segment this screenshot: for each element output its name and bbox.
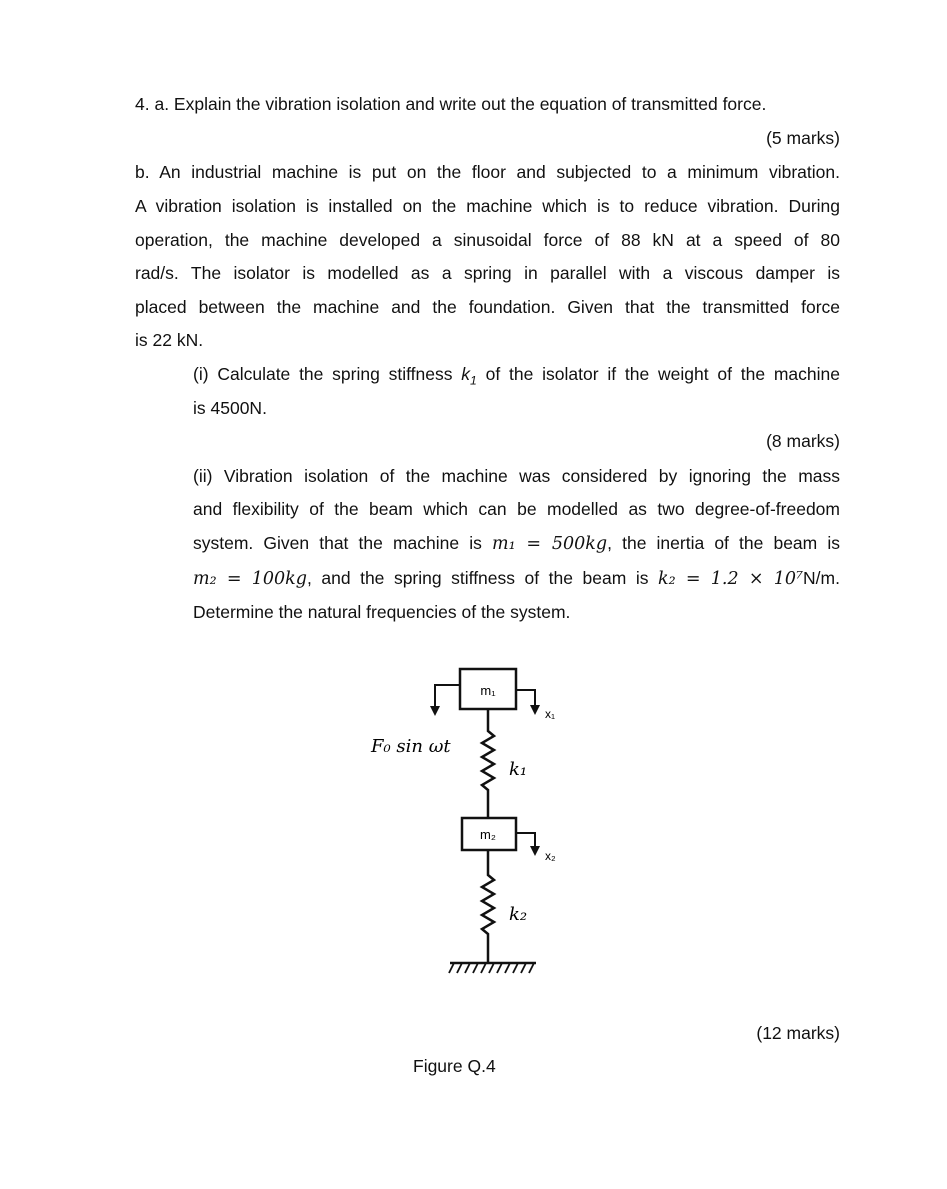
spring-k1-label: k₁: [509, 759, 528, 780]
ground-hatch: [449, 963, 534, 973]
question-ii-line-4: m₂ = 100kg, and the spring stiffness of the beam is k₂ = 1.2 × 10⁷N/m.: [193, 568, 840, 589]
question-4b-line-2: A vibration isolation is installed on the machine which is to reduce vibration. During: [135, 196, 840, 216]
x1-label: x₁: [545, 707, 556, 721]
x2-arrow-line: [516, 833, 535, 847]
force-arrow-line: [435, 685, 460, 707]
force-label: F₀ sin ωt: [371, 736, 451, 757]
k1-symbol: $k_1$: [461, 364, 477, 388]
figure-caption: Figure Q.4: [413, 1056, 496, 1076]
question-4b-line-5: placed between the machine and the foundation. Given that the transmitted force: [135, 297, 840, 317]
mass-m1-label: m₁: [480, 683, 496, 698]
question-4b-line-6: is 22 kN.: [135, 330, 204, 350]
question-i-post: of the isolator if the weight of the machine: [476, 364, 840, 384]
m1-equation: m₁ = 500kg: [492, 534, 608, 554]
spring-k1: [482, 709, 494, 818]
question-4b-line-1: b. An industrial machine is put on the floor and subjected to a minimum vibration.: [135, 162, 840, 182]
question-i-line-2: is 4500N.: [193, 398, 267, 418]
question-ii-line-1: (ii) Vibration isolation of the machine was considered by ignoring the mass: [193, 466, 840, 486]
x2-label: x₂: [545, 849, 556, 863]
question-ii-line-2: and flexibility of the beam which can be modelled as two degree-of-freedom: [193, 499, 840, 519]
question-ii-line-3: system. Given that the machine is m₁ = 500kg, the inertia of the beam is: [193, 533, 840, 554]
m2-equation: m₂ = 100kg: [193, 569, 307, 589]
marks-i: (8 marks): [766, 431, 840, 451]
question-i-line-1: [193, 357, 840, 398]
marks-ii: (12 marks): [756, 1023, 840, 1043]
mass-m2-label: m₂: [480, 827, 496, 842]
spring-k2-label: k₂: [509, 904, 528, 925]
question-4a-text: 4. a. Explain the vibration isolation and write out the equation of transmitted force.: [135, 94, 767, 114]
force-arrow-head: [430, 706, 440, 716]
question-4b-line-3: operation, the machine developed a sinusoidal force of 88 kN at a speed of 80: [135, 230, 840, 250]
question-ii-line-5: Determine the natural frequencies of the system.: [193, 602, 571, 622]
spring-k2: [482, 850, 494, 963]
x1-arrow-head: [530, 705, 540, 715]
question-4b-line-4: rad/s. The isolator is modelled as a spring in parallel with a viscous damper is: [135, 263, 840, 283]
two-dof-system-figure: [355, 655, 595, 985]
k2-equation: k₂ = 1.2 × 10⁷: [658, 569, 804, 589]
x1-arrow-line: [516, 690, 535, 706]
question-i-pre: (i) Calculate the spring stiffness: [193, 364, 462, 384]
x2-arrow-head: [530, 846, 540, 856]
marks-4a: (5 marks): [766, 128, 840, 148]
